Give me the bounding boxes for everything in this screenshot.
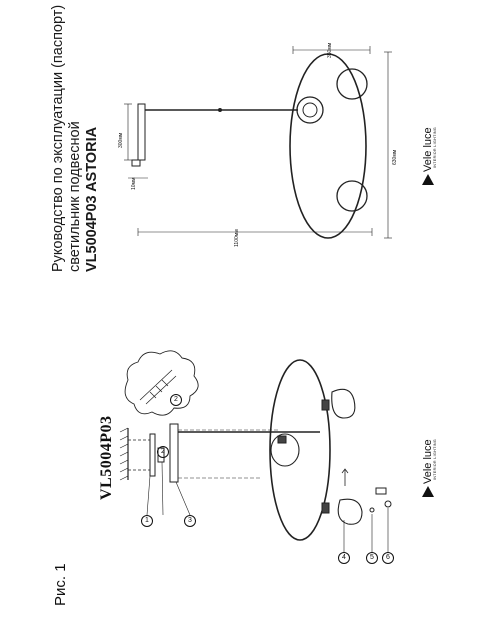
small-screw xyxy=(370,508,374,512)
shade-bottom xyxy=(337,181,367,211)
title-line-3: VL5004P03 ASTORIA xyxy=(84,126,100,272)
title-line-1: Руководство по эксплуатации (паспорт) xyxy=(50,4,66,272)
brand-tagline-top: INTERIOR LIGHTING xyxy=(433,126,437,168)
dim-label-10: 10мм xyxy=(131,177,137,190)
title-line-2: светильник подвесной xyxy=(67,121,83,272)
dimension-drawing xyxy=(124,46,392,238)
callout-2: 2 xyxy=(157,446,169,458)
model-code: VL5004P03 xyxy=(98,415,115,500)
figure-label: Рис. 1 xyxy=(52,563,69,606)
shade-center-inner xyxy=(303,103,317,117)
mounting-bar xyxy=(150,434,155,476)
brand-tagline-bottom: INTERIOR LIGHTING xyxy=(433,438,437,480)
socket-center xyxy=(278,436,286,443)
ceiling-plate xyxy=(138,104,145,160)
assembly-ring xyxy=(270,360,330,540)
bulb-holder xyxy=(376,488,386,494)
shade-center xyxy=(297,97,323,123)
dim-label-1100: 1100мм xyxy=(234,229,240,247)
assembly-shade-bottom xyxy=(338,499,362,524)
ceiling-hatching xyxy=(120,428,128,480)
logo-mark-bottom xyxy=(422,486,434,497)
dim-label-350: 350мм xyxy=(327,42,333,58)
callout-3: 3 xyxy=(184,515,196,527)
brand-name-top: Vele luce xyxy=(422,127,434,172)
dim-label-300: 300мм xyxy=(118,132,124,148)
callout-4: 4 xyxy=(338,552,350,564)
callout-2-detail: 2 xyxy=(170,394,182,406)
brand-name-bottom: Vele luce xyxy=(422,439,434,484)
callout-5: 5 xyxy=(366,552,378,564)
socket-top xyxy=(322,400,329,410)
assembly-shade-top xyxy=(332,389,355,418)
assembly-canopy xyxy=(170,424,178,482)
rod-joint xyxy=(219,109,222,112)
callout-1: 1 xyxy=(141,515,153,527)
cap-part xyxy=(385,501,391,507)
callout-6: 6 xyxy=(382,552,394,564)
dim-label-630: 630мм xyxy=(392,149,398,165)
logo-mark-top xyxy=(422,174,434,185)
detail-cloud xyxy=(125,351,198,415)
canopy-detail xyxy=(132,160,140,166)
socket-bottom xyxy=(322,503,329,513)
